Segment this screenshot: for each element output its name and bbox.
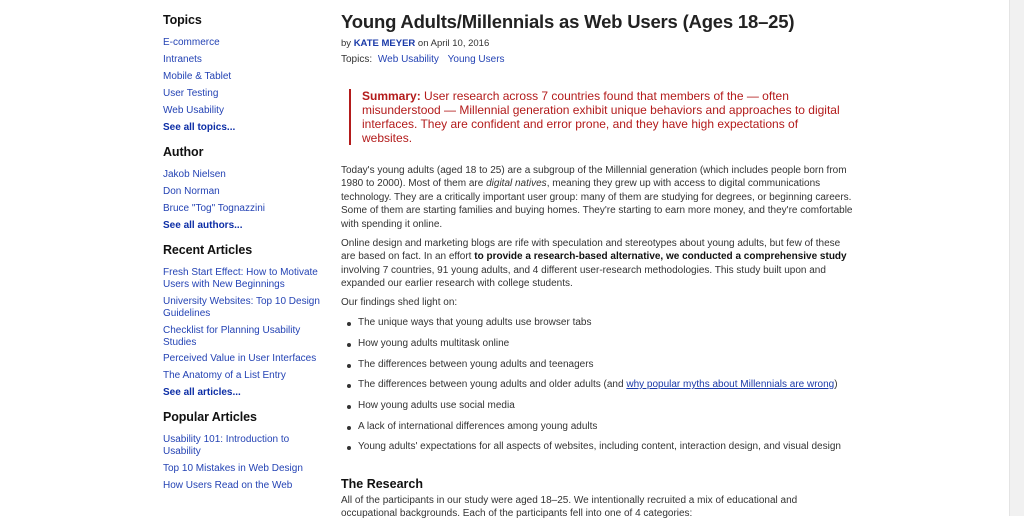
author-link[interactable]: KATE MEYER xyxy=(353,38,416,49)
intro-paragraph: Today's young adults (aged 18 to 25) are a subgroup of the Millennial generation (which includes people born from 1980 to 2000). Most of them are digital natives, meaning they grew up with access to digital communications technology. They are a critically important user group: many of them are studying for degrees, or beginning careers. Some of them are starting families and buying homes. They're starting to earn more money, and they're comfortable with spending it online. xyxy=(341,165,853,230)
see-all-topics-link[interactable]: See all topics... xyxy=(163,122,236,133)
research-heading: The Research xyxy=(341,477,423,491)
popular-articles-heading: Popular Articles xyxy=(163,410,257,424)
bullet-icon xyxy=(347,343,351,347)
list-item: Young adults' expectations for all aspects of websites, including content, interaction design, and visual design xyxy=(358,441,841,453)
sidebar-topic-user-testing[interactable]: User Testing xyxy=(163,88,219,99)
recent-article-link[interactable]: Checklist for Planning Usability Studies xyxy=(163,325,301,348)
summary-label: Summary: xyxy=(362,89,421,103)
list-item: The differences between young adults and teenagers xyxy=(358,359,594,371)
article-topics xyxy=(341,54,505,65)
author-heading: Author xyxy=(163,145,204,159)
vertical-scrollbar[interactable] xyxy=(1009,0,1024,516)
list-item: The differences between young adults and older adults (and why popular myths about Millennials are wrong) xyxy=(358,379,838,391)
recent-articles-heading: Recent Articles xyxy=(163,243,253,257)
page-title: Young Adults/Millennials as Web Users (Ages 18–25) xyxy=(341,11,795,32)
list-item: A lack of international differences among young adults xyxy=(358,421,597,433)
sidebar-topic-mobile-tablet[interactable]: Mobile & Tablet xyxy=(163,71,232,82)
recent-article-link[interactable]: The Anatomy of a List Entry xyxy=(163,370,286,381)
topic-link-young-users[interactable]: Young Users xyxy=(447,54,505,65)
sidebar-author-jakob-nielsen[interactable]: Jakob Nielsen xyxy=(163,169,226,180)
list-item: How young adults use social media xyxy=(358,400,515,412)
summary-block xyxy=(349,89,850,145)
findings-intro: Our findings shed light on: xyxy=(341,297,458,308)
bullet-icon xyxy=(347,322,351,326)
topics-label: Topics: xyxy=(341,54,373,65)
byline xyxy=(341,38,489,49)
bullet-icon xyxy=(347,364,351,368)
recent-article-link[interactable]: University Websites: Top 10 Design Guidelines xyxy=(163,296,320,319)
bullet-icon xyxy=(347,384,351,388)
recent-article-link[interactable]: Fresh Start Effect: How to Motivate Users with New Beginnings xyxy=(163,267,318,290)
topics-heading: Topics xyxy=(163,13,202,27)
bullet-icon xyxy=(347,426,351,430)
list-item: How young adults multitask online xyxy=(358,338,509,350)
popular-article-link[interactable]: Top 10 Mistakes in Web Design xyxy=(163,463,303,474)
sidebar-topic-ecommerce[interactable]: E-commerce xyxy=(163,37,220,48)
millennial-myths-link[interactable]: why popular myths about Millennials are wrong xyxy=(626,379,835,390)
publish-date: on April 10, 2016 xyxy=(417,38,490,49)
list-item: The unique ways that young adults use browser tabs xyxy=(358,317,591,329)
popular-article-link[interactable]: How Users Read on the Web xyxy=(163,480,293,491)
bullet-icon xyxy=(347,405,351,409)
sidebar-author-don-norman[interactable]: Don Norman xyxy=(163,186,220,197)
popular-article-link[interactable]: Usability 101: Introduction to Usability xyxy=(163,434,290,457)
topic-link-web-usability[interactable]: Web Usability xyxy=(377,54,439,65)
bullet-icon xyxy=(347,446,351,450)
research-paragraph: All of the participants in our study were aged 18–25. We intentionally recruited a mix of educational and occupational backgrounds. Each of the participants fell into one of 4 categories: xyxy=(341,495,798,520)
see-all-articles-link[interactable]: See all articles... xyxy=(163,387,241,398)
sidebar-topic-intranets[interactable]: Intranets xyxy=(163,54,202,65)
see-all-authors-link[interactable]: See all authors... xyxy=(163,220,243,231)
summary-text: User research across 7 countries found that members of the — often misunderstood — Millennial generation exhibit unique behaviors and approaches to digital interfaces. They are confident and error prone, and they have high expectations of websites. xyxy=(362,89,840,145)
sidebar-author-bruce-tognazzini[interactable]: Bruce "Tog" Tognazzini xyxy=(163,203,265,214)
study-paragraph: Online design and marketing blogs are rife with speculation and stereotypes about young adults, but few of these are based on fact. In an effort to provide a research-based alternative, we conducted a comprehensive study involving 7 countries, 91 young adults, and 4 different user-research methodologies. This study built upon and expanded our earlier research with college students. xyxy=(341,238,847,290)
sidebar-topic-web-usability[interactable]: Web Usability xyxy=(163,105,224,116)
byline-prefix: by xyxy=(341,38,352,49)
recent-article-link[interactable]: Perceived Value in User Interfaces xyxy=(163,353,317,364)
